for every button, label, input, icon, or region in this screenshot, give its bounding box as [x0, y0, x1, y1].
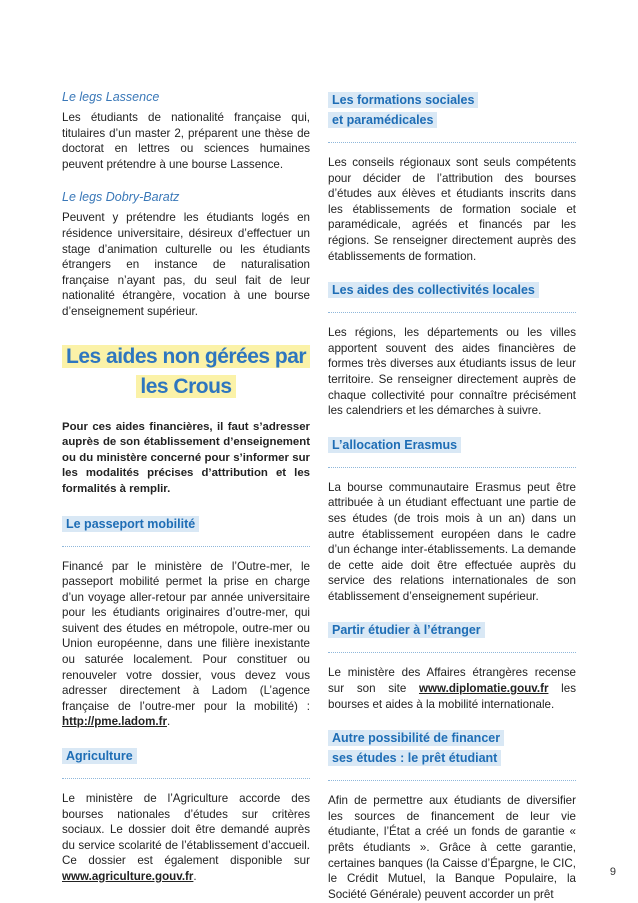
- divider: [328, 467, 576, 468]
- collectivites-text: Les régions, les départements ou les villes apportent souvent des aides financières de formes très diverses aux étudiants issus de leur territoire. Se renseigner directement auprès de chaque collectivité pour connaître précisément les calendriers et les démarches à suivre.: [328, 326, 576, 418]
- divider: [328, 780, 576, 781]
- pret-text: Afin de permettre aux étudiants de diversifier les sources de financement de leur vie étudiante, l’État a créé un fonds de garantie « prêts étudiants ». Grâce à cette garantie, certaines banques (la Caisse d’Épargne, le CIC, le Crédit Mutuel, la Banque Populaire, la Société Générale) peuvent accorder un prêt: [328, 794, 576, 901]
- agri-link[interactable]: www.agriculture.gouv.fr: [62, 870, 194, 883]
- agri-text: Le ministère de l’Agriculture accorde des bourses nationales d’études sur critères sociaux. Le dossier doit être demandé auprès du service scolarité de l’établissement d’accueil. Ce dossier est également disponible sur: [62, 792, 310, 868]
- agri-paragraph: [62, 791, 310, 885]
- formations-heading: [328, 90, 576, 130]
- etranger-text-2: les bourses et aides à la mobilité internationale.: [328, 682, 576, 711]
- section-title-text: Les aides non gérées par les Crous: [62, 345, 310, 398]
- pret-title-1: Autre possibilité de financer: [328, 730, 504, 746]
- formations-title-1: Les formations sociales: [328, 92, 478, 108]
- pret-heading: [328, 728, 576, 768]
- etranger-paragraph: [328, 665, 576, 712]
- formations-title-2: et paramédicales: [328, 112, 437, 128]
- intro-text: Pour ces aides financières, il faut s’adresser auprès de son établissement d’enseignement ou du ministère concerné pour s’informer sur les modalités précises d’attribution et les formalités à remplir.: [62, 420, 310, 495]
- passeport-link[interactable]: http://pme.ladom.fr: [62, 715, 167, 729]
- erasmus-text: La bourse communautaire Erasmus peut être attribuée à un étudiant effectuant une partie de ses études (de trois mois à un an) dans un autre établissement européen dans le cadre d’un échange inter-établissements. La demande de cette aide doit être effectuée auprès du service des relations internationales de son établissement d’enseignement supérieur.: [328, 480, 576, 603]
- divider: [328, 312, 576, 313]
- section-title-non-crous: [62, 342, 310, 402]
- pret-title-2: ses études : le prêt étudiant: [328, 750, 501, 766]
- passeport-title: Le passeport mobilité: [62, 516, 199, 532]
- passeport-paragraph: [62, 559, 310, 731]
- passeport-end: .: [166, 715, 171, 729]
- page-number: 9: [609, 866, 616, 878]
- lassence-text: Les étudiants de nationalité française qui, titulaires d’un master 2, préparent une thèse de doctorat en lettres ou sciences humaines peuvent prétendre à une bourse Lassence.: [62, 111, 310, 171]
- dobry-title: Le legs Dobry-Baratz: [62, 190, 180, 205]
- etranger-heading: [328, 620, 576, 640]
- left-column: [62, 90, 310, 885]
- agri-heading: [62, 746, 310, 766]
- collectivites-title: Les aides des collectivités locales: [328, 282, 539, 298]
- erasmus-heading: [328, 435, 576, 455]
- erasmus-title: L’allocation Erasmus: [328, 437, 461, 453]
- etranger-text-1: Le ministère des Affaires étrangères recense sur son site: [328, 666, 576, 696]
- lassence-title: Le legs Lassence: [62, 90, 160, 104]
- etranger-link[interactable]: www.diplomatie.gouv.fr: [418, 682, 549, 696]
- agri-end: .: [193, 870, 197, 883]
- divider: [62, 546, 310, 547]
- passeport-text: Financé par le ministère de l’Outre-mer, le passeport mobilité permet la prise en charge d’un voyage aller-retour par année universitaire pour les étudiants originaires d’outre-mer, qui suivent des études en métropole, outre-mer ou Union européenne, dans une filière inexistante ou saturée localement. Pour constituer ou renouveler votre dossier, vous devez vous adresser directement à Ladom (L’agence française de l’outre-mer pour la mobilité) :: [62, 559, 310, 713]
- collectivites-heading: [328, 280, 576, 300]
- dobry-text: Peuvent y prétendre les étudiants logés en résidence universitaire, désireux d’effectuer un stage d’animation culturelle ou les étudiants étrangers en instance de naturalisation française n’ayant pas, du seul fait de leur nationalité étrangère, vocation à une bourse d’enseignement supérieur.: [62, 211, 310, 318]
- passeport-heading: [62, 514, 310, 534]
- formations-text: Les conseils régionaux sont seuls compétents pour décider de l’attribution des bourses d’études aux élèves et étudiants inscrits dans les établissements de formation sociale et paramédicale, agréés et financés par les régions. Se renseigner directement auprès des établissements de formation.: [328, 156, 576, 263]
- agri-title: Agriculture: [62, 748, 137, 764]
- divider: [328, 142, 576, 143]
- divider: [62, 778, 310, 779]
- right-column: [328, 90, 576, 902]
- divider: [328, 652, 576, 653]
- etranger-title: Partir étudier à l’étranger: [328, 622, 485, 638]
